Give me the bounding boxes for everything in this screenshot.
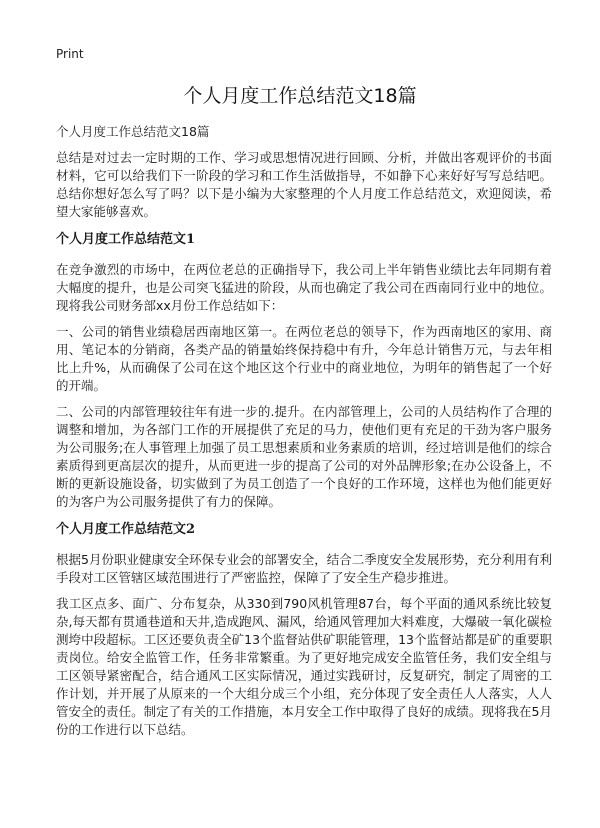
paragraph: 一、公司的销售业绩稳居西南地区第一。在两位老总的领导下，作为西南地区的家用、商用、笔记本的分销商，各类产品的销量始终保持稳中有升，今年总计销售万元，与去年相比上升%，从而确保了公司在这个地区这个行业中的商业地位，为明年的销售起了一个好的开端。 bbox=[56, 324, 552, 393]
section-heading: 个人月度工作总结范文2 bbox=[56, 522, 196, 537]
page-title: 个人月度工作总结范文18篇 bbox=[183, 85, 417, 107]
article-body bbox=[56, 123, 552, 747]
paragraph: 我工区点多、面广、分布复杂，从330到790风机管理87台，每个平面的通风系统比较复杂,每天都有贯通巷道和天井,造成跑风、漏风，给通风管理加大料难度，大爆破一氧化碳检测垮中段超标。工区还要负责全矿13个监督站供矿职能管理，13个监督站都是矿的重要职责岗位。给安全监管工作，任务非常繁重。为了更好地完成安全监管任务，我们安全组与工区领导紧密配合，结合通风工区实际情况，通过实践研讨，反复研究，制定了周密的工作计划，并开展了从原来的一个大组分成三个小组，充分体现了安全责任人人落实，人人管安全的责任。制定了有关的工作措施，本月安全工作中取得了良好的成绩。现将我在5月份的工作进行以下总结。 bbox=[56, 596, 552, 737]
section-1 bbox=[56, 231, 552, 511]
paragraph: 二、公司的内部管理较往年有进一步的.提升。在内部管理上，公司的人员结构作了合理的调整和增加，为各部门工作的开展提供了充足的马力，使他们更有充足的干劲为客户服务为公司服务;在人事管理上加强了员工思想素质和业务素质的培训，经过培训是他们的综合素质得到更高层次的提升，从而更进一步的提高了公司的对外品牌形象;在办公设备上，不断的更新设施设备，切实做到了为员工创造了一个良好的工作环境，这样也为他们能更好的为客户为公司服务提供了有力的保障。 bbox=[56, 404, 552, 509]
paragraph: 根据5月份职业健康安全环保专业会的部署安全，结合二季度安全发展形势，充分利用有利手段对工区管辖区域范围进行了严密监控，保障了了安全生产稳步推进。 bbox=[56, 552, 552, 585]
section-heading: 个人月度工作总结范文1 bbox=[56, 232, 196, 247]
section-2 bbox=[56, 521, 552, 739]
print-link[interactable]: Print bbox=[56, 47, 84, 61]
paragraph: 在竞争激烈的市场中，在两位老总的正确指导下，我公司上半年销售业绩比去年同期有着大幅度的提升，也是公司突飞猛进的阶段，从而也确定了我公司在西南同行业中的地位。现将我公司财务部xx月份工作总结如下： bbox=[56, 262, 552, 313]
intro-paragraph: 总结是对过去一定时期的工作、学习或思想情况进行回顾、分析，并做出客观评价的书面材料，它可以给我们下一阶段的学习和工作生活做指导，不如静下心来好好写写总结吧。总结你想好怎么写了吗？以下是小编为大家整理的个人月度工作总结范文，欢迎阅读，希望大家能够喜欢。 bbox=[56, 150, 552, 219]
article-subtitle: 个人月度工作总结范文18篇 bbox=[56, 124, 210, 139]
